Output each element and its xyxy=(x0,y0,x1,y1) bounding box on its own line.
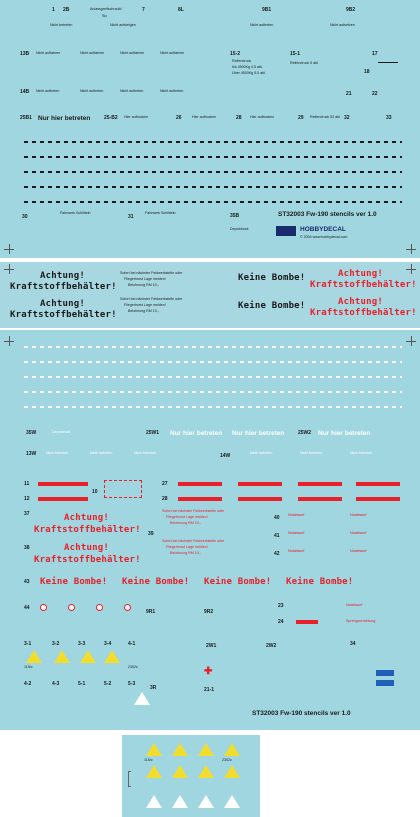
stencil-num: 9B1 xyxy=(262,7,272,13)
stencil-num: 15-1 xyxy=(290,51,301,57)
registration-mark-icon xyxy=(406,336,416,346)
stencil-num: 3-2 xyxy=(52,641,60,647)
decal-sheet-3 xyxy=(0,330,420,730)
stencil-num: 3-4 xyxy=(104,641,112,647)
red-stripe xyxy=(356,497,400,501)
achtung-text: Achtung! xyxy=(40,299,85,309)
target-roundel-icon xyxy=(68,604,75,611)
achtung-text: Achtung! xyxy=(40,271,85,281)
stencil-text: bis 4500Kg 4.5 atü xyxy=(232,65,262,69)
stencil-num: 43 xyxy=(24,579,30,585)
sofort-text: Sofort bei nächster Feldwerkstelle oder xyxy=(120,271,183,275)
fuel-label: 2302c xyxy=(128,665,138,669)
sofort-text: Fliegerhorst Lage melden! xyxy=(166,545,208,549)
red-stripe xyxy=(238,497,282,501)
stencil-text: Notabwurf xyxy=(288,531,305,535)
sofort-text: Fliegerhorst Lage melden! xyxy=(124,303,166,307)
stencil-num: 42 xyxy=(274,551,280,557)
dashed-line xyxy=(24,406,402,408)
stencil-num: 15-2 xyxy=(230,51,241,57)
keine-bombe-text: Keine Bombe! xyxy=(40,577,108,587)
sofort-text: Belohnung RM 10,- xyxy=(128,309,159,313)
stencil-text: Nur hier betreten xyxy=(38,115,91,122)
dashed-line xyxy=(24,376,402,378)
achtung-text: Achtung! xyxy=(64,543,109,553)
registration-mark-icon xyxy=(4,264,14,274)
stencil-num: 35W xyxy=(26,430,37,436)
decal-sheet-1 xyxy=(0,0,420,258)
dashed-line xyxy=(24,361,402,363)
copyright: © 2004 www.hobbydecal.com xyxy=(300,235,348,239)
dashed-line xyxy=(24,141,402,143)
warning-triangle-icon xyxy=(224,765,240,778)
stencil-text: Notabwurf xyxy=(350,531,367,535)
keine-bombe-text: Keine Bombe! xyxy=(122,577,190,587)
stencil-num: 4-1 xyxy=(128,641,136,647)
stencil-text: Nur hier betreten xyxy=(232,430,285,437)
stencil-num: 9R1 xyxy=(146,609,156,615)
stencil-num: 17 xyxy=(372,51,378,57)
red-stripe xyxy=(178,482,222,486)
stencil-num: 37 xyxy=(24,511,30,517)
stencil-text: Nicht betreten xyxy=(50,23,73,27)
stencil-num: 24 xyxy=(278,619,284,625)
stencil-num: 25-B2 xyxy=(104,115,118,121)
stencil-num: 14B xyxy=(20,89,30,95)
stencil-num: 14W xyxy=(220,453,231,459)
keine-bombe-text: Keine Bombe! xyxy=(286,577,354,587)
dashed-line xyxy=(24,171,402,173)
stencil-text: Nicht auftreten xyxy=(36,89,60,93)
warning-triangle-icon xyxy=(198,765,214,778)
stencil-text: Nur hier betreten xyxy=(170,430,223,437)
stencil-num: 35B xyxy=(230,213,240,219)
stencil-text: Depotdruck xyxy=(52,430,71,434)
achtung-text: Achtung! xyxy=(338,269,383,279)
stencil-num: 39 xyxy=(148,531,154,537)
clip-mark xyxy=(128,771,131,787)
stencil-text: Nicht auftreten xyxy=(160,89,184,93)
stencil-text: Hier aufbocken xyxy=(192,115,217,119)
stencil-text: Hier aufbocken xyxy=(124,115,149,119)
stencil-num: 34 xyxy=(350,641,356,647)
stencil-num: 28 xyxy=(162,496,168,502)
stencil-text: Nicht auftreten xyxy=(120,89,144,93)
warning-triangle-icon xyxy=(146,765,162,778)
fuel-label: 115/c xyxy=(144,758,153,762)
warning-triangle-icon xyxy=(104,650,120,663)
sofort-text: Fliegerhorst Lage melden! xyxy=(166,515,208,519)
stencil-num: 21 xyxy=(346,91,352,97)
stencil-num: 21-1 xyxy=(204,687,215,693)
sofort-text: Belohnung RM 10,- xyxy=(170,551,201,555)
stencil-num: 41 xyxy=(274,533,280,539)
warning-triangle-icon xyxy=(80,650,96,663)
stencil-text: Über 4500Kg 5.0 atü xyxy=(232,71,266,75)
stencil-num: 12 xyxy=(24,496,30,502)
kraftstoff-text: Kraftstoffbehälter! xyxy=(34,555,141,565)
stencil-num: 8L xyxy=(178,7,184,13)
stencil-num: 44 xyxy=(24,605,30,611)
registration-mark-icon xyxy=(4,244,14,254)
fuel-label: 2302c xyxy=(222,758,232,762)
stencil-num: 25W2 xyxy=(298,430,312,436)
warning-triangle-icon xyxy=(146,743,162,756)
stencil-text: Fahrwerk Schlittein xyxy=(145,211,176,215)
stencil-text: Notabwurf xyxy=(346,603,363,607)
stencil-text: Anlassgreifschraub/ xyxy=(90,7,122,11)
sofort-text: Sofort bei nächster Feldwerkstelle oder xyxy=(120,297,183,301)
stencil-text: Notabwurf xyxy=(350,513,367,517)
blue-placard-icon xyxy=(376,680,394,686)
sofort-text: Belohnung RM 10,- xyxy=(170,521,201,525)
kraftstoff-text: Kraftstoffbehälter! xyxy=(310,308,417,318)
stencil-text: Nicht auftreten xyxy=(250,23,274,27)
achtung-text: Achtung! xyxy=(338,297,383,307)
stencil-text: Sprengvorrichtung xyxy=(346,619,376,623)
stencil-num: 11 xyxy=(24,481,30,487)
stencil-num: 4-3 xyxy=(52,681,60,687)
brand-name: HOBBYDECAL xyxy=(300,226,346,233)
stencil-num: 7 xyxy=(142,7,145,13)
stencil-text: Nicht aufsteigen xyxy=(110,23,136,27)
warning-triangle-icon xyxy=(198,795,214,808)
kraftstoff-text: Kraftstoffbehälter! xyxy=(10,282,117,292)
decal-sheet-4 xyxy=(122,735,260,817)
stencil-num: 23 xyxy=(278,603,284,609)
red-frame xyxy=(104,480,142,498)
stencil-text: Depotdruck xyxy=(230,227,249,231)
warning-triangle-icon xyxy=(146,795,162,808)
stencil-num: 38 xyxy=(24,545,30,551)
registration-mark-icon xyxy=(406,264,416,274)
dashed-line xyxy=(24,346,402,348)
keine-bombe-text: Keine Bombe! xyxy=(238,301,306,311)
sofort-text: Sofort bei nächster Feldwerkstelle oder xyxy=(162,509,225,513)
stencil-text: Sic xyxy=(102,14,107,18)
stencil-num: 5-1 xyxy=(78,681,86,687)
stencil-num: 4-2 xyxy=(24,681,32,687)
stencil-num: 30 xyxy=(22,214,28,220)
stencil-text: Nicht betreten xyxy=(134,451,157,455)
stencil-num: 22 xyxy=(372,91,378,97)
stencil-text: Reifendruck 53 atü xyxy=(310,115,341,119)
red-stripe xyxy=(298,497,342,501)
dashed-line xyxy=(24,201,402,203)
stencil-text: Reifendruck xyxy=(232,59,252,63)
warning-triangle-icon xyxy=(198,743,214,756)
warning-triangle-icon xyxy=(134,692,150,705)
stencil-num: 32 xyxy=(344,115,350,121)
stencil-text: Notabwurf xyxy=(288,549,305,553)
stencil-num: 5-3 xyxy=(128,681,136,687)
stencil-text: Nicht auftreten xyxy=(80,89,104,93)
red-stripe xyxy=(298,482,342,486)
warning-triangle-icon xyxy=(172,765,188,778)
stencil-text: Nicht betreten xyxy=(250,451,273,455)
stencil-num: 2B xyxy=(63,7,70,13)
warning-triangle-icon xyxy=(54,650,70,663)
stencil-num: 3R xyxy=(150,685,157,691)
keine-bombe-text: Keine Bombe! xyxy=(204,577,272,587)
stencil-num: 1 xyxy=(52,7,55,13)
red-stripe xyxy=(356,482,400,486)
stencil-num: 18 xyxy=(364,69,370,75)
keine-bombe-text: Keine Bombe! xyxy=(238,273,306,283)
fuel-label: 115/c xyxy=(24,665,33,669)
kraftstoff-text: Kraftstoffbehälter! xyxy=(10,310,117,320)
stencil-num: 2W1 xyxy=(206,643,217,649)
target-roundel-icon xyxy=(96,604,103,611)
registration-mark-icon xyxy=(4,336,14,346)
stencil-num: 27 xyxy=(162,481,168,487)
target-roundel-icon xyxy=(40,604,47,611)
warning-triangle-icon xyxy=(26,650,42,663)
stencil-num: 29 xyxy=(298,115,304,121)
target-roundel-icon xyxy=(124,604,131,611)
stencil-num: 33 xyxy=(386,115,392,121)
stencil-num: 13W xyxy=(26,451,37,457)
stencil-text: Hier aufbocken xyxy=(250,115,275,119)
stencil-text: Nicht betreten xyxy=(46,451,69,455)
sheet-title: ST32003 Fw-190 stencils ver 1.0 xyxy=(252,710,351,717)
sofort-text: Fliegerhorst Lage melden! xyxy=(124,277,166,281)
warning-triangle-icon xyxy=(172,795,188,808)
stencil-text: Nicht auffahren xyxy=(120,51,145,55)
stencil-num: 31 xyxy=(128,214,134,220)
red-stripe xyxy=(38,482,88,486)
divider xyxy=(378,62,398,63)
blue-placard-icon xyxy=(376,670,394,676)
dashed-line xyxy=(24,186,402,188)
achtung-text: Achtung! xyxy=(64,513,109,523)
red-stripe xyxy=(238,482,282,486)
dashed-line xyxy=(24,156,402,158)
stencil-num: 40 xyxy=(274,515,280,521)
kraftstoff-text: Kraftstoffbehälter! xyxy=(34,525,141,535)
warning-triangle-icon xyxy=(224,795,240,808)
stencil-num: 5-2 xyxy=(104,681,112,687)
red-cross-icon: ✚ xyxy=(204,666,213,677)
stencil-text: Nicht auffahren xyxy=(80,51,105,55)
stencil-num: 3-3 xyxy=(78,641,86,647)
stencil-text: Nur hier betreten xyxy=(318,430,371,437)
stencil-num: 25W1 xyxy=(146,430,160,436)
stencil-num: 13B xyxy=(20,51,30,57)
kraftstoff-text: Kraftstoffbehälter! xyxy=(310,280,417,290)
warning-triangle-icon xyxy=(224,743,240,756)
sheet-title: ST32003 Fw-190 stencils ver 1.0 xyxy=(278,211,377,218)
stencil-num: 3-1 xyxy=(24,641,32,647)
stencil-num: 10 xyxy=(92,489,98,495)
red-stripe xyxy=(38,497,88,501)
stencil-num: 9R2 xyxy=(204,609,214,615)
stencil-text: Notabwurf xyxy=(288,513,305,517)
stencil-text: Nicht betreten xyxy=(90,451,113,455)
stencil-num: 28 xyxy=(236,115,242,121)
red-stripe xyxy=(178,497,222,501)
stencil-num: 25B1 xyxy=(20,115,32,121)
stencil-text: Nicht auffahren xyxy=(160,51,185,55)
stencil-text: Fahrwerk Schlittein xyxy=(60,211,91,215)
decal-sheet-2 xyxy=(0,262,420,328)
stencil-num: 26 xyxy=(176,115,182,121)
sofort-text: Sofort bei nächster Feldwerkstelle oder xyxy=(162,539,225,543)
red-stripe xyxy=(296,620,318,624)
stencil-text: Notabwurf xyxy=(350,549,367,553)
registration-mark-icon xyxy=(406,244,416,254)
hobbydecal-logo-icon xyxy=(276,226,296,236)
warning-triangle-icon xyxy=(172,743,188,756)
stencil-text: Nicht auffahren xyxy=(36,51,61,55)
stencil-text: Nicht aufsetzen xyxy=(330,23,355,27)
stencil-text: Reifendruck 5 atü xyxy=(290,61,319,65)
stencil-num: 9B2 xyxy=(346,7,356,13)
stencil-num: 2W2 xyxy=(266,643,277,649)
dashed-line xyxy=(24,391,402,393)
stencil-text: Nicht betreten xyxy=(350,451,373,455)
stencil-text: Nicht betreten xyxy=(300,451,323,455)
sofort-text: Belohnung RM 10,- xyxy=(128,283,159,287)
